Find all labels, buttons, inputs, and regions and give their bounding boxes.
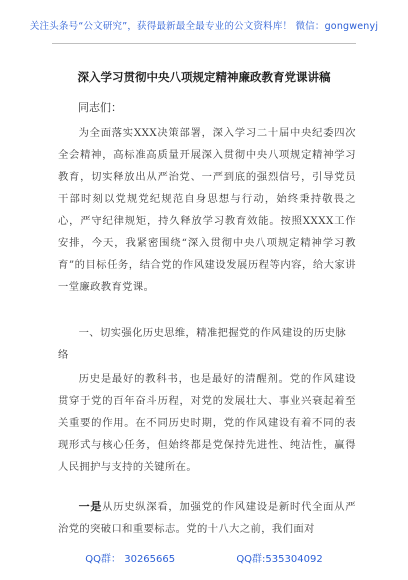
section-heading: 一、切实强化历史思维，精准把握党的作风建设的历史脉络 — [58, 327, 347, 361]
paragraph-history: 历史是最好的教科书，也是最好的清醒剂。党的作风建设贯穿于党的百年奋斗历程，对党的发展壮大、事业兴衰起着至关重要的作用。在不同历史时期，党的作风建设有着不同的表现形式与核心任务，但始终都是党保持先进性、纯洁性，赢得人民拥护与支持的关键所在。 — [58, 373, 356, 473]
footer — [0, 550, 408, 565]
paragraph-point-one — [58, 496, 356, 540]
paragraph-intro: 为全面落实XXX决策部署，深入学习二十届中央纪委四次全会精神，高标准高质量开展深入贯彻中央八项规定精神学习教育，切实释放出从严治党、一严到底的强烈信号，引导党员干部时刻以党规党纪规范自身思想与行动，始终秉持敬畏之心，严守纪律规矩，持久释放学习教育效能。按照XXXX工作安排，今天，我紧密围绕“深入贯彻中央八项规定精神学习教育”的目标任务，结合党的作风建设发展历程等内容，给大家讲一堂廉政教育党课。 — [58, 127, 356, 293]
point-one-text: 从历史纵深看，加强党的作风建设是新时代全面从严治党的突破口和重要标志。党的十八大之前，我们面对 — [58, 501, 356, 535]
document-title: 深入学习贯彻中央八项规定精神廉政教育党课讲稿 — [77, 70, 331, 84]
point-lead: 一是 — [78, 500, 103, 513]
header-notice: 关注头条号“公文研究”，获得最新最全最专业的公文资料库！ 微信：gongwenyj — [29, 21, 379, 32]
footer-qq-group-1: QQ群： 30265665 — [85, 554, 176, 565]
header-divider — [52, 43, 356, 44]
greeting: 同志们： — [78, 101, 122, 114]
footer-qq-group-2: QQ群:535304092 — [236, 554, 323, 565]
